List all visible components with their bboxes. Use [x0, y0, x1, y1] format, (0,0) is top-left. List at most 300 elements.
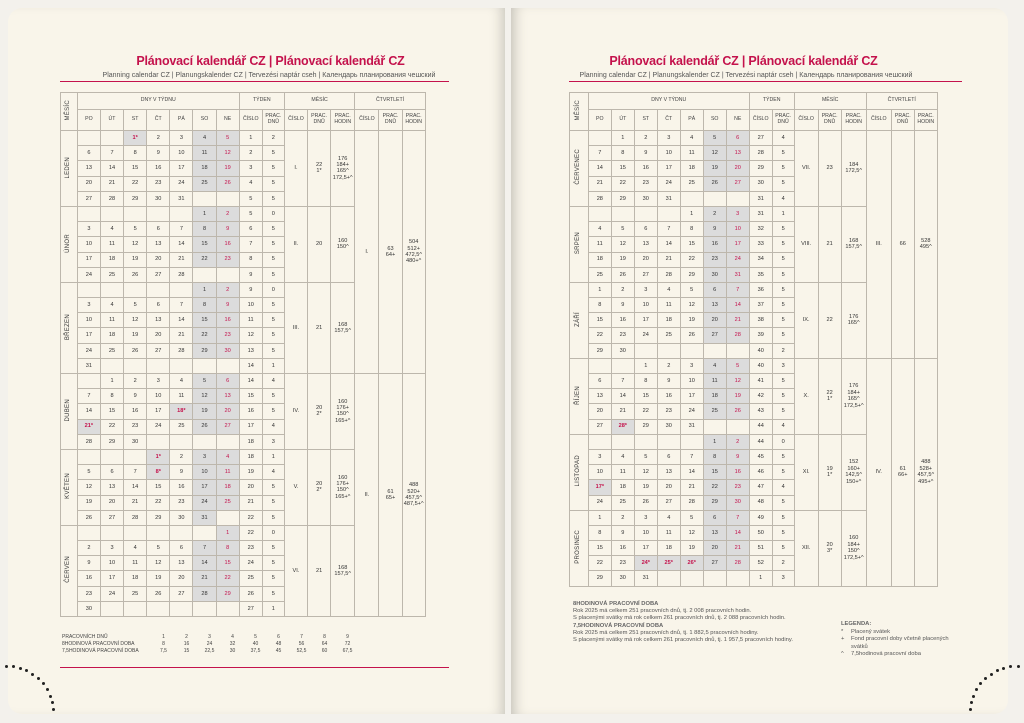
legend-text: Fond pracovní doby včetně placených svátků	[851, 636, 949, 650]
day-cell: 8	[193, 222, 216, 237]
day-cell: 31	[77, 358, 100, 373]
day-cell: 28	[726, 556, 749, 571]
legend-text: 7,5hodinová pracovní doba	[851, 651, 921, 658]
month-name: BŘEZEN	[65, 313, 72, 340]
week-workdays-cell: 5	[772, 525, 794, 540]
week-number-cell: 16	[239, 404, 262, 419]
day-cell: 18	[680, 161, 703, 176]
quarter-hours-cell	[402, 131, 425, 374]
day-cell: 15	[634, 389, 657, 404]
legend-title: LEGENDA:	[841, 621, 872, 627]
day-cell	[77, 282, 100, 297]
day-cell: 6	[657, 449, 680, 464]
day-cell: 15	[193, 313, 216, 328]
cell-value: 1*	[827, 396, 833, 403]
day-cell: 30	[657, 419, 680, 434]
day-cell: 20	[657, 480, 680, 495]
cell-value: 160	[849, 535, 859, 542]
day-cell	[124, 525, 147, 540]
title-rule	[569, 81, 962, 82]
day-cell: 6	[100, 465, 123, 480]
week-workdays-cell: 5	[262, 571, 284, 586]
sub-header-cislo: ČÍSLO	[794, 110, 818, 131]
day-cell: 10	[100, 556, 123, 571]
day-cell	[216, 510, 239, 525]
day-cell	[147, 525, 170, 540]
day-cell	[147, 282, 170, 297]
day-cell: 1	[588, 510, 611, 525]
sub-header-cislo: ČÍSLO	[866, 110, 891, 131]
cell-value: 176+	[336, 480, 350, 487]
day-cell	[100, 601, 123, 616]
weekday-header: NE	[216, 110, 239, 131]
day-cell	[726, 343, 749, 358]
week-workdays-cell: 5	[262, 510, 284, 525]
day-cell: 21	[726, 541, 749, 556]
day-cell: 13	[703, 298, 726, 313]
day-cell: 19	[680, 541, 703, 556]
day-cell: 8	[100, 389, 123, 404]
month-number-cell: VI.	[284, 525, 307, 616]
day-cell: 7	[657, 222, 680, 237]
cell-value: 1*	[827, 472, 833, 479]
cell-value: 512+	[407, 245, 420, 252]
week-number-cell: 21	[239, 495, 262, 510]
day-cell: 20	[147, 252, 170, 267]
day-cell: 13	[703, 525, 726, 540]
day-cell	[588, 434, 611, 449]
week-number-cell: 27	[749, 131, 772, 146]
sub-header-prac-hodin: PRAC. HODIN	[331, 110, 355, 131]
day-cell	[147, 206, 170, 221]
cell-value: 22	[826, 317, 833, 324]
day-cell: 9	[77, 556, 100, 571]
week-number-cell: 18	[239, 449, 262, 464]
stats-label: 7,5HODINOVÁ PRACOVNÍ DOBA	[62, 648, 139, 654]
month-name: ČERVEN	[65, 556, 72, 584]
week-workdays-cell: 5	[262, 161, 284, 176]
quarter-number-cell: IV.	[866, 358, 891, 586]
day-cell: 21*	[77, 419, 100, 434]
week-number-cell: 47	[749, 480, 772, 495]
day-cell: 25	[170, 419, 193, 434]
day-cell: 21	[100, 176, 123, 191]
week-number-cell: 13	[239, 343, 262, 358]
weekdays-header: DNY V TÝDNU	[588, 93, 749, 110]
week-workdays-cell: 3	[262, 434, 284, 449]
cell-value: 487,5+^	[403, 501, 424, 508]
week-number-cell: 20	[239, 480, 262, 495]
day-cell: 18	[703, 389, 726, 404]
workdays-hours-table	[60, 634, 359, 655]
cell-value: 21	[315, 567, 323, 574]
day-cell: 10	[170, 146, 193, 161]
day-cell: 15	[703, 465, 726, 480]
month-name: DUBEN	[65, 399, 72, 422]
day-cell: 10	[726, 222, 749, 237]
day-cell: 4	[680, 131, 703, 146]
stats-value: 72	[344, 641, 351, 647]
day-cell: 31	[680, 419, 703, 434]
day-cell: 16	[611, 541, 634, 556]
summary-line: Rok 2025 má celkem 251 pracovních dnů, tj. 2 008 pracovních hodin.	[573, 608, 752, 615]
day-cell: 9	[657, 374, 680, 389]
stats-value: 52,5	[296, 648, 307, 654]
day-cell: 26	[124, 267, 147, 282]
week-number-cell: 45	[749, 449, 772, 464]
week-workdays-cell: 1	[772, 206, 794, 221]
month-name-cell	[570, 131, 589, 207]
week-workdays-cell: 5	[262, 586, 284, 601]
day-cell: 29	[124, 191, 147, 206]
day-cell: 27	[726, 176, 749, 191]
day-cell: 14	[588, 161, 611, 176]
day-cell: 13	[147, 313, 170, 328]
day-cell: 17	[657, 161, 680, 176]
day-cell	[100, 358, 123, 373]
day-cell: 4	[193, 131, 216, 146]
quarter-workdays-cell	[891, 131, 914, 359]
day-cell: 4	[216, 449, 239, 464]
sub-header-prac-dnu: PRAC. DNŮ	[772, 110, 794, 131]
day-cell	[657, 571, 680, 586]
month-name: ZÁŘÍ	[575, 311, 582, 327]
cell-value: 160+	[847, 465, 860, 472]
day-cell: 28	[100, 191, 123, 206]
day-cell: 8	[680, 222, 703, 237]
week-workdays-cell: 5	[262, 556, 284, 571]
week-number-cell: 48	[749, 495, 772, 510]
day-cell: 15	[680, 237, 703, 252]
stats-value: 64	[321, 641, 328, 647]
week-number-cell: 17	[239, 419, 262, 434]
stats-value: 8	[162, 641, 165, 647]
day-cell: 4	[100, 298, 123, 313]
day-cell: 7	[726, 510, 749, 525]
cell-value: 150^	[336, 487, 349, 494]
day-cell: 14	[193, 556, 216, 571]
day-cell: 9	[124, 389, 147, 404]
day-cell: 20	[77, 176, 100, 191]
day-cell: 17	[77, 252, 100, 267]
day-cell: 9	[611, 298, 634, 313]
cell-value: 2*	[316, 487, 322, 494]
sub-header-prac-dnu: PRAC. DNŮ	[262, 110, 284, 131]
day-cell: 27	[703, 328, 726, 343]
month-hours-cell	[331, 282, 355, 373]
day-cell: 5	[77, 465, 100, 480]
cell-value: 160	[338, 237, 348, 244]
day-cell: 19	[726, 389, 749, 404]
day-cell: 23	[124, 419, 147, 434]
day-cell: 27	[147, 267, 170, 282]
day-cell	[124, 358, 147, 373]
week-number-cell: 14	[239, 374, 262, 389]
day-cell	[588, 358, 611, 373]
day-cell: 11	[100, 313, 123, 328]
week-workdays-cell: 5	[772, 146, 794, 161]
month-hours-cell	[841, 131, 866, 207]
week-workdays-cell: 5	[262, 267, 284, 282]
day-cell: 11	[611, 465, 634, 480]
week-workdays-cell: 5	[262, 343, 284, 358]
day-cell: 29	[588, 571, 611, 586]
day-cell: 26	[147, 586, 170, 601]
week-workdays-cell: 4	[772, 191, 794, 206]
day-cell: 23	[611, 556, 634, 571]
day-cell	[216, 601, 239, 616]
decorative-dot	[1009, 665, 1012, 668]
day-cell: 26	[77, 510, 100, 525]
cell-value: 150^	[847, 548, 860, 555]
calendar-table-h1	[60, 92, 449, 617]
cell-value: 61	[387, 488, 394, 495]
cell-value: 63	[387, 245, 394, 252]
day-cell: 21	[611, 404, 634, 419]
week-number-cell: 24	[239, 556, 262, 571]
week-workdays-cell: 5	[772, 222, 794, 237]
month-name-cell	[570, 358, 589, 434]
day-cell: 12	[634, 465, 657, 480]
day-cell: 13	[100, 480, 123, 495]
day-cell: 25	[100, 267, 123, 282]
day-cell: 22	[124, 176, 147, 191]
cell-value: 2*	[316, 411, 322, 418]
stats-value: 22,5	[204, 648, 215, 654]
quarter-hours-cell	[402, 374, 425, 617]
day-cell: 18	[657, 313, 680, 328]
week-number-cell: 5	[239, 191, 262, 206]
day-cell	[100, 282, 123, 297]
cell-value: 172,5+^	[843, 554, 864, 561]
week-number-cell: 18	[239, 434, 262, 449]
day-cell	[147, 434, 170, 449]
day-cell	[77, 525, 100, 540]
cell-value: 165^	[847, 320, 860, 327]
month-workdays-cell	[818, 358, 841, 434]
day-cell	[77, 206, 100, 221]
day-cell	[170, 525, 193, 540]
day-cell: 4	[100, 222, 123, 237]
day-cell: 7	[726, 282, 749, 297]
day-cell: 3	[170, 131, 193, 146]
summary-heading-8h: 8HODINOVÁ PRACOVNÍ DOBA	[573, 601, 659, 607]
day-cell: 14	[657, 237, 680, 252]
day-cell: 11	[657, 525, 680, 540]
stats-value: 4	[231, 634, 234, 640]
day-cell	[100, 206, 123, 221]
day-cell	[216, 191, 239, 206]
week-number-cell: 25	[239, 571, 262, 586]
day-cell: 6	[77, 146, 100, 161]
day-cell: 17	[77, 328, 100, 343]
day-cell: 5	[193, 374, 216, 389]
day-cell: 24	[588, 495, 611, 510]
day-cell: 25	[124, 586, 147, 601]
day-cell: 7	[170, 298, 193, 313]
day-cell: 24	[193, 495, 216, 510]
day-cell: 19	[634, 480, 657, 495]
cell-value: 165+^	[335, 417, 351, 424]
cell-value: 457,5^	[405, 495, 422, 501]
day-cell: 23	[77, 586, 100, 601]
day-cell: 1	[680, 206, 703, 221]
week-number-cell: 31	[749, 206, 772, 221]
month-workdays-cell	[308, 131, 331, 207]
month-workdays-cell	[818, 282, 841, 358]
day-cell: 6	[726, 131, 749, 146]
day-cell: 12	[124, 237, 147, 252]
week-number-cell: 22	[239, 510, 262, 525]
week-workdays-cell: 4	[772, 131, 794, 146]
page-title: Plánovací kalendář CZ | Plánovací kalendář CZ	[609, 54, 878, 68]
day-cell: 19	[124, 252, 147, 267]
week-workdays-cell: 5	[772, 449, 794, 464]
day-cell: 10	[634, 298, 657, 313]
day-cell: 29	[216, 586, 239, 601]
summary-line: S placenými svátky má rok celkem 261 pracovních dnů, tj. 1 957,5 pracovních hodiny.	[573, 637, 793, 644]
day-cell: 24	[634, 328, 657, 343]
week-number-cell: 38	[749, 313, 772, 328]
cell-value: 22	[826, 389, 833, 396]
day-cell: 5	[124, 298, 147, 313]
week-number-cell: 23	[239, 541, 262, 556]
week-number-cell: 4	[239, 176, 262, 191]
day-cell: 23	[634, 176, 657, 191]
cell-value: 165^	[847, 396, 860, 403]
week-workdays-cell: 5	[262, 176, 284, 191]
week-number-cell: 33	[749, 237, 772, 252]
month-number-cell: X.	[794, 358, 818, 434]
day-cell: 26*	[680, 556, 703, 571]
week-workdays-cell: 5	[772, 495, 794, 510]
day-cell: 11	[588, 237, 611, 252]
week-workdays-cell: 5	[262, 313, 284, 328]
day-cell: 8	[703, 449, 726, 464]
day-cell: 5	[726, 358, 749, 373]
sub-header-prac-dnu: PRAC. DNŮ	[379, 110, 402, 131]
day-cell: 17	[726, 237, 749, 252]
day-cell: 13	[216, 389, 239, 404]
day-cell	[124, 449, 147, 464]
month-number-cell: VIII.	[794, 206, 818, 282]
day-cell	[634, 343, 657, 358]
day-cell: 23	[611, 328, 634, 343]
day-cell: 30	[611, 343, 634, 358]
day-cell: 13	[726, 146, 749, 161]
quarter-number-cell: III.	[866, 131, 891, 359]
decorative-dot	[19, 667, 22, 670]
day-cell: 28	[657, 267, 680, 282]
week-number-cell: 34	[749, 252, 772, 267]
week-workdays-cell: 4	[772, 480, 794, 495]
week-workdays-cell: 4	[262, 374, 284, 389]
day-cell: 14	[170, 237, 193, 252]
day-cell	[680, 191, 703, 206]
week-number-cell: 39	[749, 328, 772, 343]
day-cell: 18*	[170, 404, 193, 419]
month-name: ŘÍJEN	[575, 385, 582, 405]
day-cell: 11	[703, 374, 726, 389]
day-cell: 22	[147, 495, 170, 510]
day-cell: 19	[216, 161, 239, 176]
cell-value: 528+	[919, 465, 933, 472]
day-cell: 6	[147, 222, 170, 237]
day-cell	[170, 601, 193, 616]
stats-value: 67,5	[342, 648, 353, 654]
day-cell: 8	[216, 541, 239, 556]
day-cell: 29	[100, 434, 123, 449]
week-number-cell: 12	[239, 328, 262, 343]
month-hours-cell	[841, 434, 866, 510]
day-cell: 28	[588, 191, 611, 206]
day-cell: 13	[634, 237, 657, 252]
week-workdays-cell: 5	[772, 161, 794, 176]
day-cell: 1	[703, 434, 726, 449]
cell-value: 457,5^	[917, 472, 935, 479]
legend-symbol: +	[841, 636, 845, 643]
day-cell: 29	[680, 267, 703, 282]
day-cell: 9	[611, 525, 634, 540]
day-cell: 24	[657, 176, 680, 191]
day-cell: 30	[726, 495, 749, 510]
week-workdays-cell: 5	[772, 510, 794, 525]
day-cell: 23	[657, 404, 680, 419]
month-name-cell	[570, 510, 589, 586]
week-workdays-cell: 5	[262, 328, 284, 343]
month-name-cell	[570, 206, 589, 282]
day-cell: 19	[680, 313, 703, 328]
week-workdays-cell: 0	[262, 282, 284, 297]
week-workdays-cell: 1	[262, 449, 284, 464]
day-cell: 15	[193, 237, 216, 252]
day-cell: 6	[170, 541, 193, 556]
day-cell: 20	[703, 313, 726, 328]
week-workdays-cell: 4	[262, 465, 284, 480]
month-number-cell: I.	[284, 131, 307, 207]
day-cell: 9	[726, 449, 749, 464]
week-number-cell: 14	[239, 358, 262, 373]
stats-value: 5	[254, 634, 257, 640]
day-cell: 12	[193, 389, 216, 404]
day-cell: 10	[193, 465, 216, 480]
day-cell: 11	[680, 146, 703, 161]
day-cell: 2	[124, 374, 147, 389]
day-cell: 2	[216, 206, 239, 221]
day-cell: 27	[170, 586, 193, 601]
month-name: ČERVENEC	[575, 149, 582, 186]
day-cell: 19	[124, 328, 147, 343]
cell-value: 172,5^	[845, 168, 862, 175]
day-cell: 16	[634, 161, 657, 176]
day-cell: 21	[193, 571, 216, 586]
day-cell: 26	[216, 176, 239, 191]
week-number-cell: 30	[749, 176, 772, 191]
stats-label: 8HODINOVÁ PRACOVNÍ DOBA	[62, 641, 135, 647]
sub-header-prac-dnu: PRAC. DNŮ	[891, 110, 914, 131]
stats-value: 60	[321, 648, 328, 654]
day-cell: 13	[77, 161, 100, 176]
day-cell: 7	[193, 541, 216, 556]
week-workdays-cell: 5	[262, 495, 284, 510]
day-cell: 30	[703, 267, 726, 282]
day-cell	[657, 343, 680, 358]
day-cell: 5	[680, 510, 703, 525]
day-cell: 24	[77, 343, 100, 358]
day-cell: 31	[726, 267, 749, 282]
day-cell	[147, 358, 170, 373]
day-cell: 2	[77, 541, 100, 556]
